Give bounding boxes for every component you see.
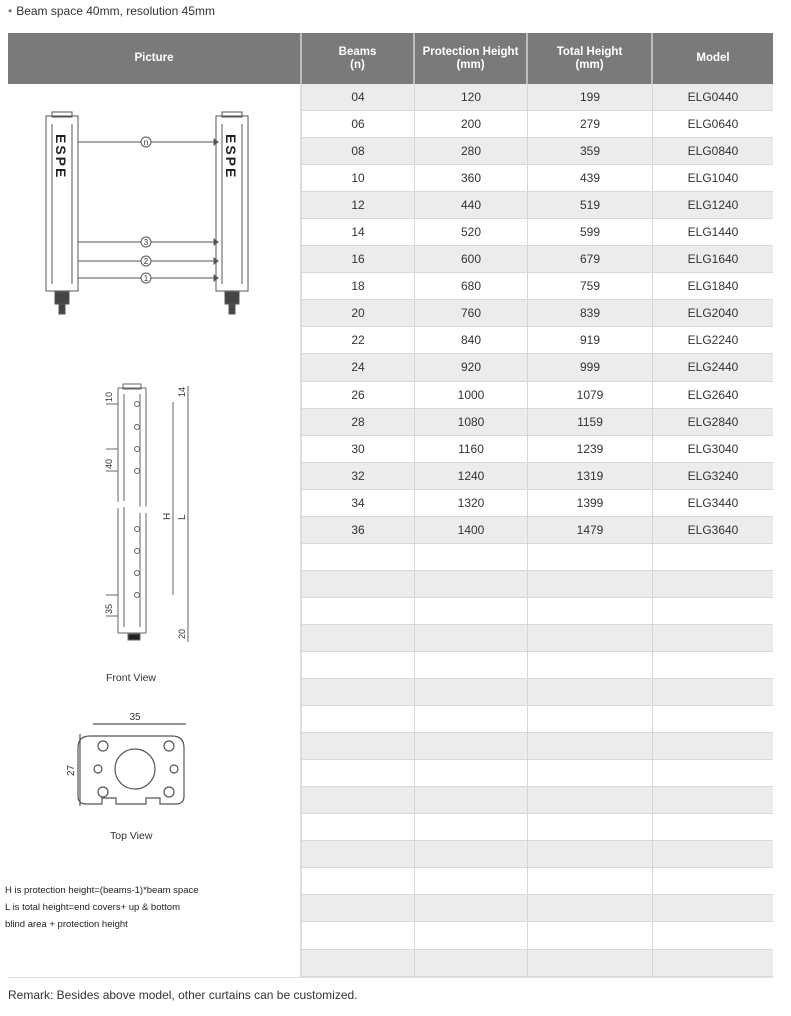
empty-cell — [415, 571, 528, 597]
empty-cell — [528, 733, 653, 759]
table-row — [302, 273, 773, 300]
formula-notes — [5, 882, 199, 933]
cell-model: ELG3240 — [687, 468, 739, 483]
cell-model: ELG2440 — [687, 360, 739, 375]
empty-table-row — [302, 760, 773, 787]
cell-total-height: 1159 — [528, 409, 653, 435]
cell-model: ELG0640 — [687, 117, 739, 132]
table-rows — [302, 84, 773, 977]
cell-beams: 22 — [302, 327, 415, 353]
cell-beams: 30 — [302, 436, 415, 462]
cell-beams: 36 — [302, 517, 415, 543]
empty-table-row — [302, 652, 773, 679]
empty-cell — [302, 760, 415, 786]
spec-note-text: Beam space 40mm, resolution 45mm — [16, 4, 215, 18]
cell-protection-height: 360 — [415, 165, 528, 191]
empty-table-row — [302, 571, 773, 598]
cell-model: ELG2040 — [687, 306, 739, 321]
header-protection-height: Protection Height (mm) — [415, 33, 528, 84]
cell-beams: 34 — [302, 490, 415, 516]
empty-table-row — [302, 895, 773, 922]
beam-label-3: 3 — [143, 238, 149, 247]
cell-total-height: 1079 — [528, 382, 653, 408]
empty-cell — [302, 679, 415, 705]
table-row — [302, 192, 773, 219]
cell-total-height: 439 — [528, 165, 653, 191]
empty-cell — [302, 950, 415, 976]
table-row — [302, 517, 773, 544]
remark-text: Remark: Besides above model, other curtains can be customized. — [8, 988, 358, 1002]
cell-beams: 24 — [302, 354, 415, 380]
header-picture: Picture — [8, 33, 302, 84]
cell-model: ELG1440 — [687, 225, 739, 240]
dim-top-cap: 14 — [177, 386, 187, 397]
cell-protection-height: 920 — [415, 354, 528, 380]
empty-cell — [528, 652, 653, 678]
header-beams: Beams (n) — [302, 33, 415, 84]
dim-beam-space: 40 — [104, 458, 114, 469]
empty-cell — [415, 598, 528, 624]
table-row — [302, 165, 773, 192]
beam-label-2: 2 — [143, 257, 149, 266]
empty-table-row — [302, 625, 773, 652]
spec-note — [8, 4, 215, 18]
empty-cell — [415, 841, 528, 867]
cell-protection-height: 1080 — [415, 409, 528, 435]
cell-protection-height: 1320 — [415, 490, 528, 516]
cell-model: ELG3640 — [687, 522, 739, 537]
cell-protection-height: 120 — [415, 84, 528, 110]
cell-protection-height: 1240 — [415, 463, 528, 489]
empty-cell — [415, 544, 528, 570]
empty-cell — [302, 598, 415, 624]
empty-cell — [415, 922, 528, 948]
empty-cell — [653, 652, 773, 678]
top-view-caption: Top View — [110, 830, 153, 842]
cell-total-height: 279 — [528, 111, 653, 137]
empty-cell — [415, 895, 528, 921]
empty-cell — [528, 706, 653, 732]
empty-cell — [653, 679, 773, 705]
empty-cell — [415, 814, 528, 840]
picture-cell — [8, 84, 302, 977]
dim-L: L — [177, 514, 188, 520]
front-view-caption: Front View — [106, 672, 156, 684]
beam-label-n: n — [143, 138, 149, 147]
cell-total-height: 759 — [528, 273, 653, 299]
table-row — [302, 354, 773, 381]
cell-beams: 32 — [302, 463, 415, 489]
dim-top-height: 27 — [66, 764, 77, 776]
empty-cell — [415, 760, 528, 786]
empty-table-row — [302, 787, 773, 814]
cell-beams: 06 — [302, 111, 415, 137]
table-row — [302, 300, 773, 327]
empty-table-row — [302, 922, 773, 949]
empty-cell — [528, 598, 653, 624]
cell-model: ELG1240 — [687, 198, 739, 213]
cell-total-height: 839 — [528, 300, 653, 326]
cell-total-height: 679 — [528, 246, 653, 272]
empty-table-row — [302, 950, 773, 977]
bullet-icon: • — [8, 4, 13, 18]
empty-cell — [528, 679, 653, 705]
empty-cell — [653, 895, 773, 921]
empty-cell — [653, 625, 773, 651]
table-row — [302, 84, 773, 111]
formula-line: L is total height=end covers+ up & bottom — [5, 902, 180, 913]
cell-total-height: 999 — [528, 354, 653, 380]
empty-cell — [302, 787, 415, 813]
cell-total-height: 1399 — [528, 490, 653, 516]
table-row — [302, 463, 773, 490]
cell-beams: 20 — [302, 300, 415, 326]
cell-beams: 28 — [302, 409, 415, 435]
cell-model: ELG2840 — [687, 414, 739, 429]
empty-cell — [653, 814, 773, 840]
table-row — [302, 382, 773, 409]
spec-table — [8, 33, 773, 977]
table-row — [302, 219, 773, 246]
empty-cell — [653, 544, 773, 570]
dim-top-offset: 10 — [104, 391, 114, 402]
dim-bottom-cap: 20 — [177, 628, 187, 639]
empty-cell — [302, 571, 415, 597]
header-model: Model — [696, 52, 730, 64]
empty-cell — [653, 950, 773, 976]
empty-cell — [415, 950, 528, 976]
empty-cell — [653, 922, 773, 948]
empty-cell — [528, 760, 653, 786]
empty-cell — [302, 652, 415, 678]
empty-cell — [528, 571, 653, 597]
cell-beams: 12 — [302, 192, 415, 218]
empty-table-row — [302, 814, 773, 841]
empty-cell — [415, 733, 528, 759]
empty-cell — [653, 598, 773, 624]
empty-cell — [302, 841, 415, 867]
cell-protection-height: 840 — [415, 327, 528, 353]
cell-beams: 08 — [302, 138, 415, 164]
empty-cell — [302, 706, 415, 732]
empty-cell — [415, 868, 528, 894]
cell-model: ELG1640 — [687, 252, 739, 267]
empty-cell — [302, 814, 415, 840]
cell-total-height: 199 — [528, 84, 653, 110]
table-row — [302, 490, 773, 517]
cell-protection-height: 600 — [415, 246, 528, 272]
cell-total-height: 599 — [528, 219, 653, 245]
empty-cell — [528, 787, 653, 813]
cell-model: ELG0440 — [687, 90, 739, 105]
empty-cell — [528, 950, 653, 976]
cell-total-height: 359 — [528, 138, 653, 164]
top-view-diagram — [78, 724, 186, 806]
table-row — [302, 138, 773, 165]
empty-cell — [415, 706, 528, 732]
table-row — [302, 327, 773, 354]
cell-beams: 10 — [302, 165, 415, 191]
cell-beams: 04 — [302, 84, 415, 110]
empty-cell — [302, 625, 415, 651]
espe-label-right: ESPE — [223, 134, 239, 180]
table-row — [302, 246, 773, 273]
empty-cell — [653, 787, 773, 813]
cell-protection-height: 1000 — [415, 382, 528, 408]
cell-total-height: 1479 — [528, 517, 653, 543]
cell-model: ELG3040 — [687, 441, 739, 456]
empty-cell — [528, 841, 653, 867]
empty-table-row — [302, 841, 773, 868]
empty-cell — [415, 679, 528, 705]
dim-bottom-offset: 35 — [104, 603, 114, 614]
cell-total-height: 519 — [528, 192, 653, 218]
dim-H: H — [162, 512, 173, 520]
empty-cell — [653, 733, 773, 759]
empty-cell — [528, 814, 653, 840]
cell-total-height: 1239 — [528, 436, 653, 462]
empty-cell — [653, 841, 773, 867]
empty-cell — [653, 868, 773, 894]
table-header — [8, 33, 773, 84]
cell-protection-height: 760 — [415, 300, 528, 326]
empty-cell — [302, 868, 415, 894]
empty-cell — [528, 544, 653, 570]
espe-label-left: ESPE — [53, 134, 69, 180]
empty-table-row — [302, 679, 773, 706]
empty-cell — [528, 922, 653, 948]
cell-model: ELG2240 — [687, 333, 739, 348]
formula-line: blind area + protection height — [5, 919, 128, 930]
header-total-height: Total Height (mm) — [528, 33, 653, 84]
cell-total-height: 919 — [528, 327, 653, 353]
cell-beams: 18 — [302, 273, 415, 299]
cell-model: ELG1840 — [687, 279, 739, 294]
formula-line: H is protection height=(beams-1)*beam space — [5, 885, 199, 896]
empty-table-row — [302, 868, 773, 895]
empty-cell — [528, 868, 653, 894]
cell-model: ELG3440 — [687, 495, 739, 510]
drawings — [8, 84, 300, 977]
empty-cell — [653, 706, 773, 732]
cell-protection-height: 1160 — [415, 436, 528, 462]
empty-cell — [415, 625, 528, 651]
empty-cell — [302, 733, 415, 759]
cell-model: ELG1040 — [687, 171, 739, 186]
divider — [8, 977, 773, 978]
empty-cell — [653, 571, 773, 597]
empty-table-row — [302, 706, 773, 733]
cell-protection-height: 520 — [415, 219, 528, 245]
dim-top-width: 35 — [129, 712, 141, 723]
table-row — [302, 409, 773, 436]
empty-cell — [653, 760, 773, 786]
cell-beams: 14 — [302, 219, 415, 245]
cell-model: ELG0840 — [687, 144, 739, 159]
cell-protection-height: 680 — [415, 273, 528, 299]
empty-cell — [302, 544, 415, 570]
empty-table-row — [302, 598, 773, 625]
cell-protection-height: 200 — [415, 111, 528, 137]
cell-total-height: 1319 — [528, 463, 653, 489]
empty-cell — [528, 625, 653, 651]
table-row — [302, 436, 773, 463]
empty-table-row — [302, 544, 773, 571]
empty-cell — [302, 922, 415, 948]
empty-table-row — [302, 733, 773, 760]
cell-protection-height: 280 — [415, 138, 528, 164]
beam-label-1: 1 — [143, 274, 149, 283]
empty-cell — [415, 652, 528, 678]
cell-protection-height: 1400 — [415, 517, 528, 543]
front-view-diagram — [106, 384, 188, 642]
cell-protection-height: 440 — [415, 192, 528, 218]
table-row — [302, 111, 773, 138]
cell-beams: 26 — [302, 382, 415, 408]
cell-model: ELG2640 — [687, 387, 739, 402]
empty-cell — [302, 895, 415, 921]
empty-cell — [415, 787, 528, 813]
empty-cell — [528, 895, 653, 921]
cell-beams: 16 — [302, 246, 415, 272]
